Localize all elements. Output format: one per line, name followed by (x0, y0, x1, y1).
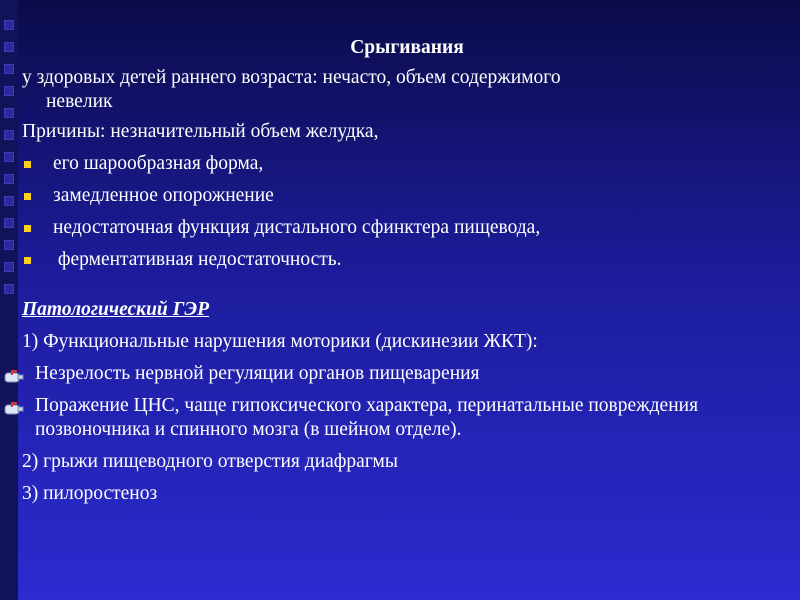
square-bullet-icon (24, 257, 31, 264)
decor-square (4, 130, 14, 140)
cause-item (22, 248, 792, 272)
cause-text: ферментативная недостаточность. (53, 249, 342, 270)
decor-square (4, 218, 14, 228)
point-text: Незрелость нервной регуляции органов пищеварения (35, 363, 480, 384)
square-bullet-icon (24, 161, 31, 168)
mailbox-icon (4, 399, 24, 413)
decor-square (4, 42, 14, 52)
cause-text: недостаточная функция дистального сфинктера пищевода, (53, 217, 541, 238)
slide-content (22, 36, 792, 514)
intro-line-1: у здоровых детей раннего возраста: нечасто, объем содержимого (22, 67, 561, 88)
square-bullet-icon (24, 193, 31, 200)
mailbox-icon (4, 367, 24, 381)
square-bullet-icon (24, 225, 31, 232)
item-1: 1) Функциональные нарушения моторики (дискинезии ЖКТ): (22, 331, 538, 352)
decor-square (4, 196, 14, 206)
decor-square (4, 284, 14, 294)
item-3: 3) пилоростеноз (22, 483, 158, 504)
cause-item (22, 216, 792, 240)
left-decorative-strip (0, 0, 18, 600)
intro-text (22, 66, 792, 114)
section-title: Патологический ГЭР (22, 299, 210, 320)
cause-item (22, 152, 792, 176)
decor-square (4, 86, 14, 96)
cause-item (22, 184, 792, 208)
point-item (22, 394, 792, 442)
intro-line-2: невелик (46, 91, 113, 112)
decor-square (4, 262, 14, 272)
slide-title: Срыгивания (350, 37, 464, 58)
decor-square (4, 240, 14, 250)
point-item (22, 362, 792, 386)
decor-square (4, 20, 14, 30)
decor-square (4, 152, 14, 162)
causes-heading: Причины: незначительный объем желудка, (22, 121, 379, 142)
item-2: 2) грыжи пищеводного отверстия диафрагмы (22, 451, 399, 472)
cause-text: замедленное опорожнение (53, 185, 274, 206)
decor-square (4, 174, 14, 184)
decor-square (4, 64, 14, 74)
decor-square (4, 108, 14, 118)
cause-text: его шарообразная форма, (53, 153, 264, 174)
point-text: Поражение ЦНС, чаще гипоксического характера, перинатальные повреждения позвоночника и спинного мозга (в шейном отделе). (35, 395, 699, 440)
